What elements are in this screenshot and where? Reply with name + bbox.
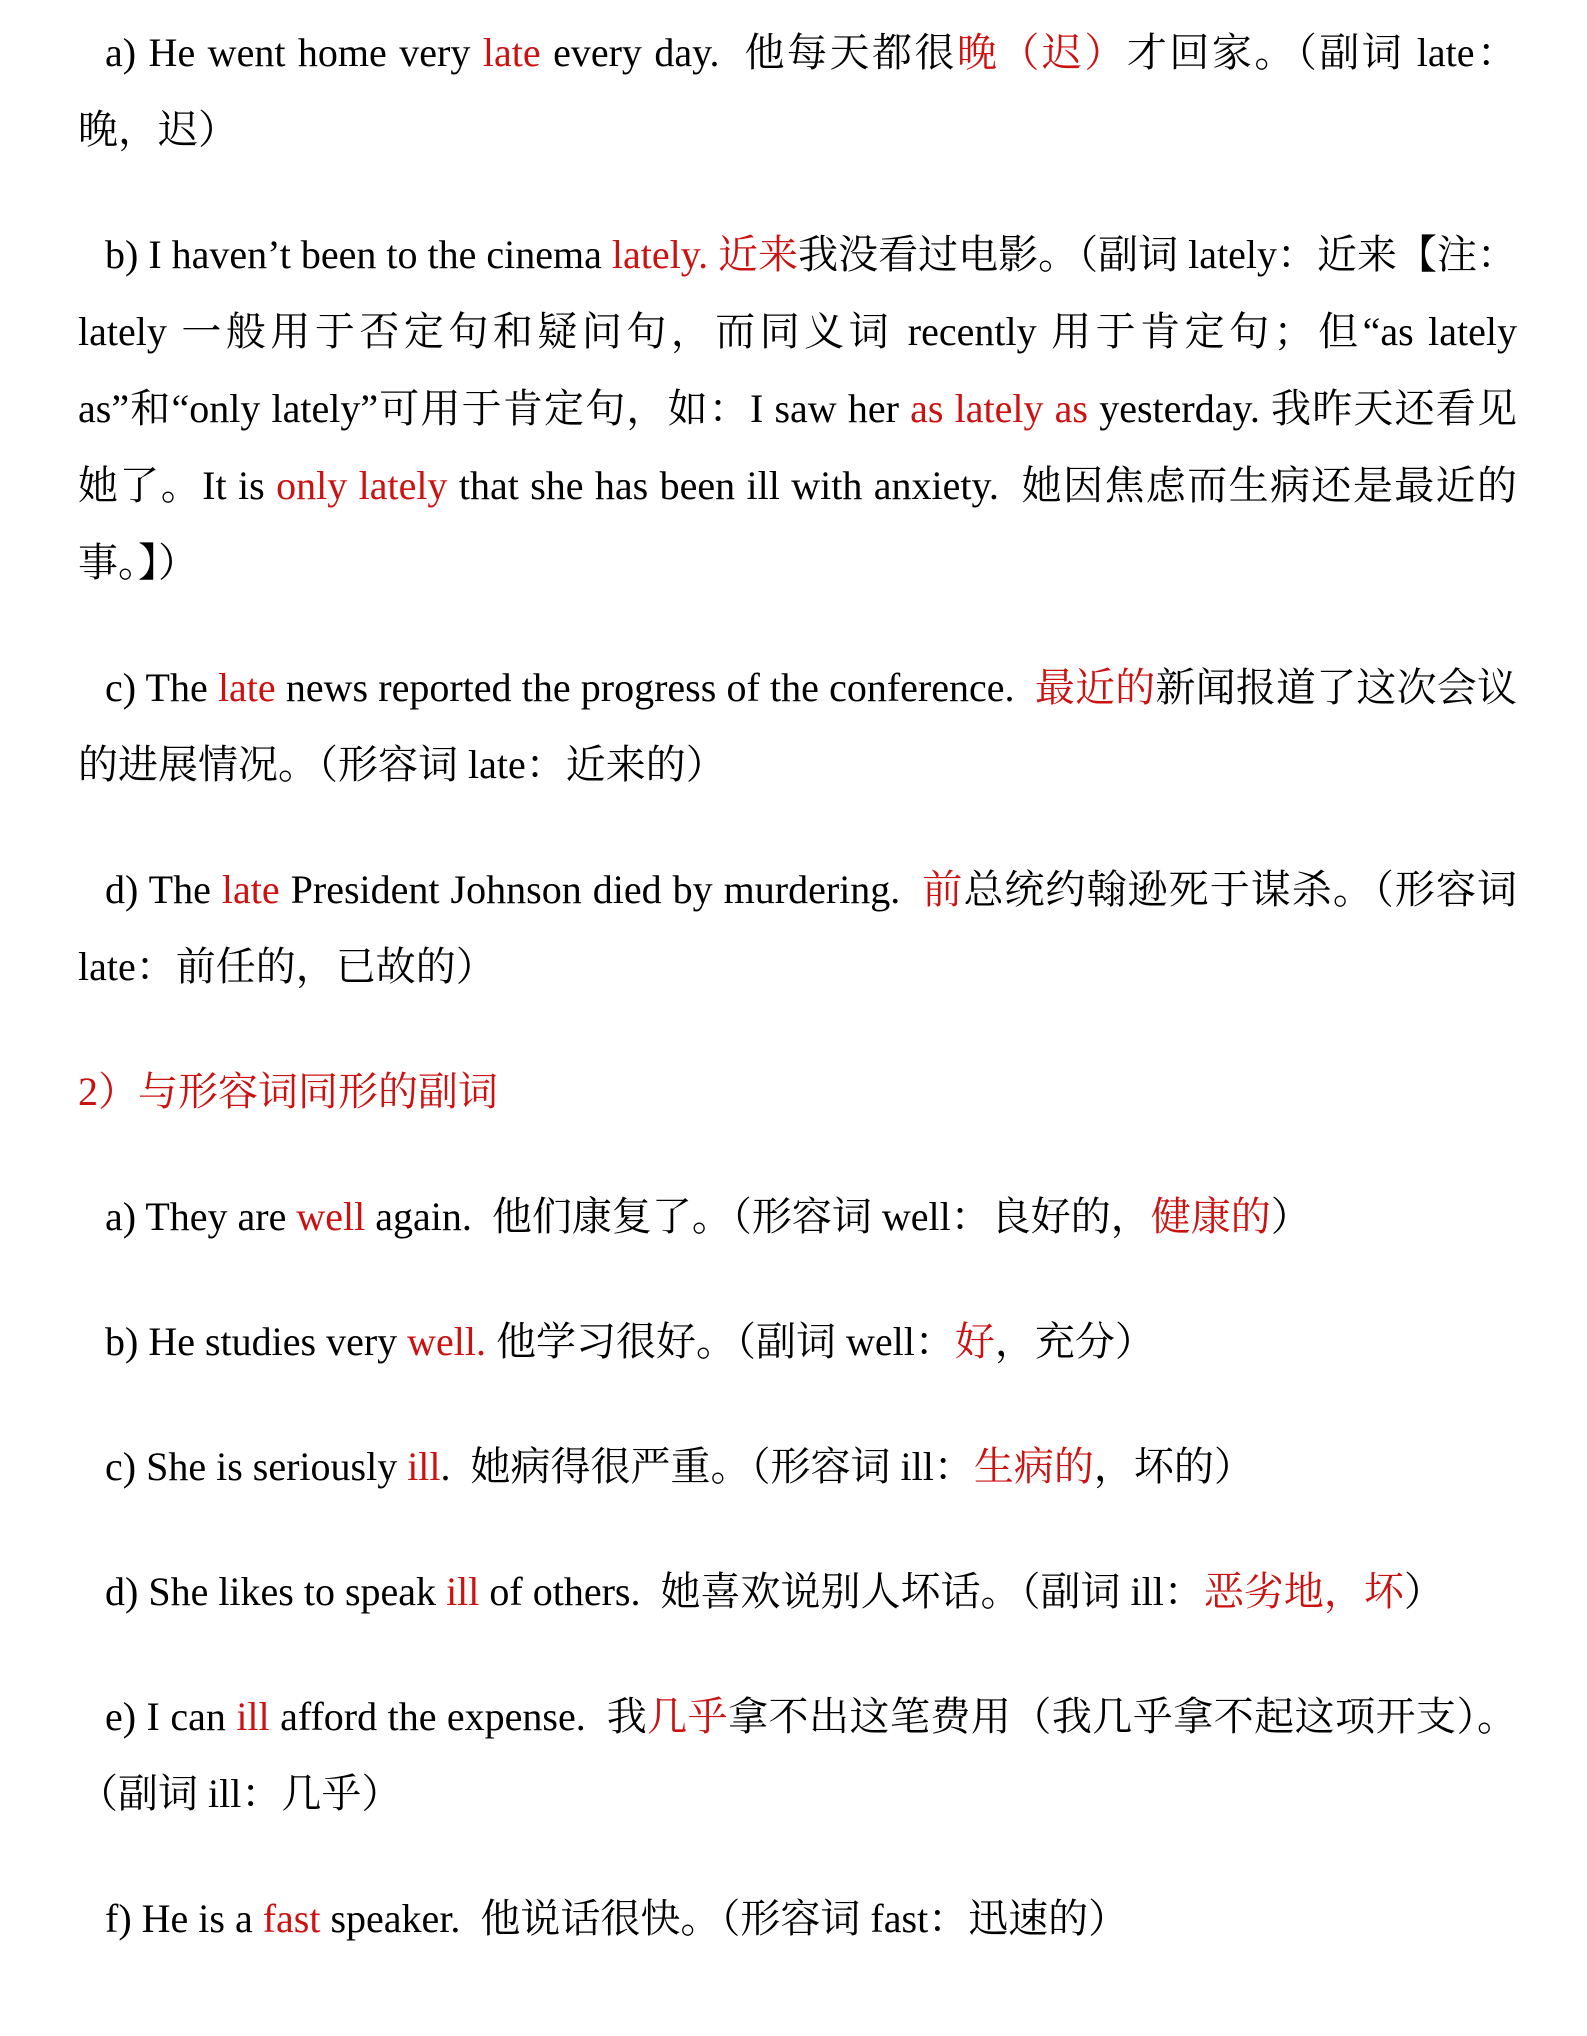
item-2d-seg-2-text: of others. 她喜欢说别人坏话。（副词 ill： (479, 1569, 1204, 1614)
item-2f (78, 1880, 1517, 1957)
item-1c-seg-3-highlight: 最近的 (1034, 665, 1156, 710)
item-1d-seg-0-text: d) The (105, 867, 222, 912)
item-2f-seg-1-highlight: fast (262, 1896, 321, 1941)
section-2-heading-seg-0-highlight: 2）与形容词同形的副词 (78, 1069, 498, 1114)
item-1a-seg-3-highlight: 晚（迟） (956, 30, 1127, 75)
item-2a-seg-3-highlight: 健康的 (1150, 1194, 1271, 1239)
item-1c-seg-1-highlight: late (217, 665, 276, 710)
item-1c (78, 649, 1517, 803)
item-2c-seg-4-text: ，坏的） (1093, 1444, 1254, 1489)
item-2b (78, 1303, 1517, 1380)
item-2a-seg-0-text: a) They are (105, 1194, 297, 1239)
item-1b-seg-6-text: yesterday. 我昨天还看见她了。It is (78, 386, 1517, 508)
item-2b-seg-3-highlight: 好 (954, 1319, 995, 1364)
item-2d (78, 1553, 1517, 1630)
item-1b-seg-0-text: b) I haven’t been to the cinema (105, 232, 612, 277)
item-2c-seg-1-highlight: ill (407, 1444, 441, 1489)
item-1a-seg-1-highlight: late (482, 30, 541, 75)
item-1c-seg-0-text: c) The (105, 665, 218, 710)
item-2c-seg-2-text: . 她病得很严重。（形容词 ill： (440, 1444, 974, 1489)
item-1d-seg-4-text: 总统约翰逊死于谋杀。（形容词 late：前任的，已故的） (78, 867, 1528, 989)
item-1b-seg-5-highlight: as lately as (910, 386, 1089, 431)
item-1c-seg-2-text: news reported the progress of the conference. (275, 665, 1035, 710)
item-1c-seg-4-text: 新闻报道了这次会议的进展情况。（形容词 late：近来的） (78, 665, 1518, 787)
item-1b-seg-4-text: 我没看过电影。（副词 lately：近来【注：lately 一般用于否定句和疑问句，而同义词 recently 用于肯定句；但“as lately as”和“only lately”可用于肯定句，如：I saw her (78, 232, 1527, 431)
item-1a-seg-0-text: a) He went home very (105, 30, 483, 75)
item-2a-seg-2-text: again. 他们康复了。（形容词 well：良好的， (365, 1194, 1151, 1239)
item-2c-seg-0-text: c) She is seriously (105, 1444, 408, 1489)
item-1d (78, 851, 1528, 1005)
item-2a (78, 1178, 1517, 1255)
item-2a-seg-4-text: ） (1270, 1194, 1311, 1239)
item-2d-seg-3-highlight: 恶劣地，坏 (1203, 1569, 1404, 1614)
item-2b-seg-1-highlight: well. (407, 1319, 487, 1364)
item-1a-seg-4-text: 才回家。（副词 late：晚，迟） (78, 30, 1517, 152)
item-2a-seg-1-highlight: well (296, 1194, 366, 1239)
item-2f-seg-0-text: f) He is a (105, 1896, 263, 1941)
item-1b (78, 216, 1527, 601)
item-2c-seg-3-highlight: 生病的 (973, 1444, 1094, 1489)
item-1d-seg-3-highlight: 前 (922, 867, 964, 912)
item-2f-seg-2-text: speaker. 他说话很快。（形容词 fast：迅速的） (320, 1896, 1129, 1941)
item-2e-seg-4-text: 拿不出这笔费用（我几乎拿不起这项开支）。（副词 ill：几乎） (78, 1694, 1517, 1816)
item-1a (78, 14, 1517, 168)
item-2d-seg-4-text: ） (1403, 1569, 1444, 1614)
item-2b-seg-4-text: ，充分） (994, 1319, 1155, 1364)
section-2-heading (78, 1053, 1517, 1130)
item-2b-seg-2-text: 他学习很好。（副词 well： (486, 1319, 955, 1364)
item-2e-seg-0-text: e) I can (105, 1694, 237, 1739)
item-1d-seg-1-highlight: late (221, 867, 280, 912)
item-1b-seg-8-text: that she has been ill with anxiety. 她因焦虑而生病还是最近的事。】） (78, 463, 1517, 585)
item-2e-seg-1-highlight: ill (236, 1694, 270, 1739)
item-2b-seg-0-text: b) He studies very (105, 1319, 408, 1364)
item-1b-seg-2-text (708, 232, 718, 277)
item-2d-seg-0-text: d) She likes to speak (105, 1569, 447, 1614)
item-2e-seg-2-text: afford the expense. 我 (269, 1694, 648, 1739)
item-1b-seg-1-highlight: lately. (611, 232, 709, 277)
item-1a-seg-2-text: every day. 他每天都很 (540, 30, 957, 75)
document-body (78, 14, 1528, 1957)
item-2e (78, 1678, 1517, 1832)
item-1b-seg-7-highlight: only lately (276, 463, 448, 508)
item-1b-seg-3-highlight: 近来 (718, 232, 799, 277)
item-1d-seg-2-text: President Johnson died by murdering. (279, 867, 923, 912)
item-2d-seg-1-highlight: ill (446, 1569, 480, 1614)
item-2e-seg-3-highlight: 几乎 (647, 1694, 729, 1739)
item-2c (78, 1428, 1517, 1505)
